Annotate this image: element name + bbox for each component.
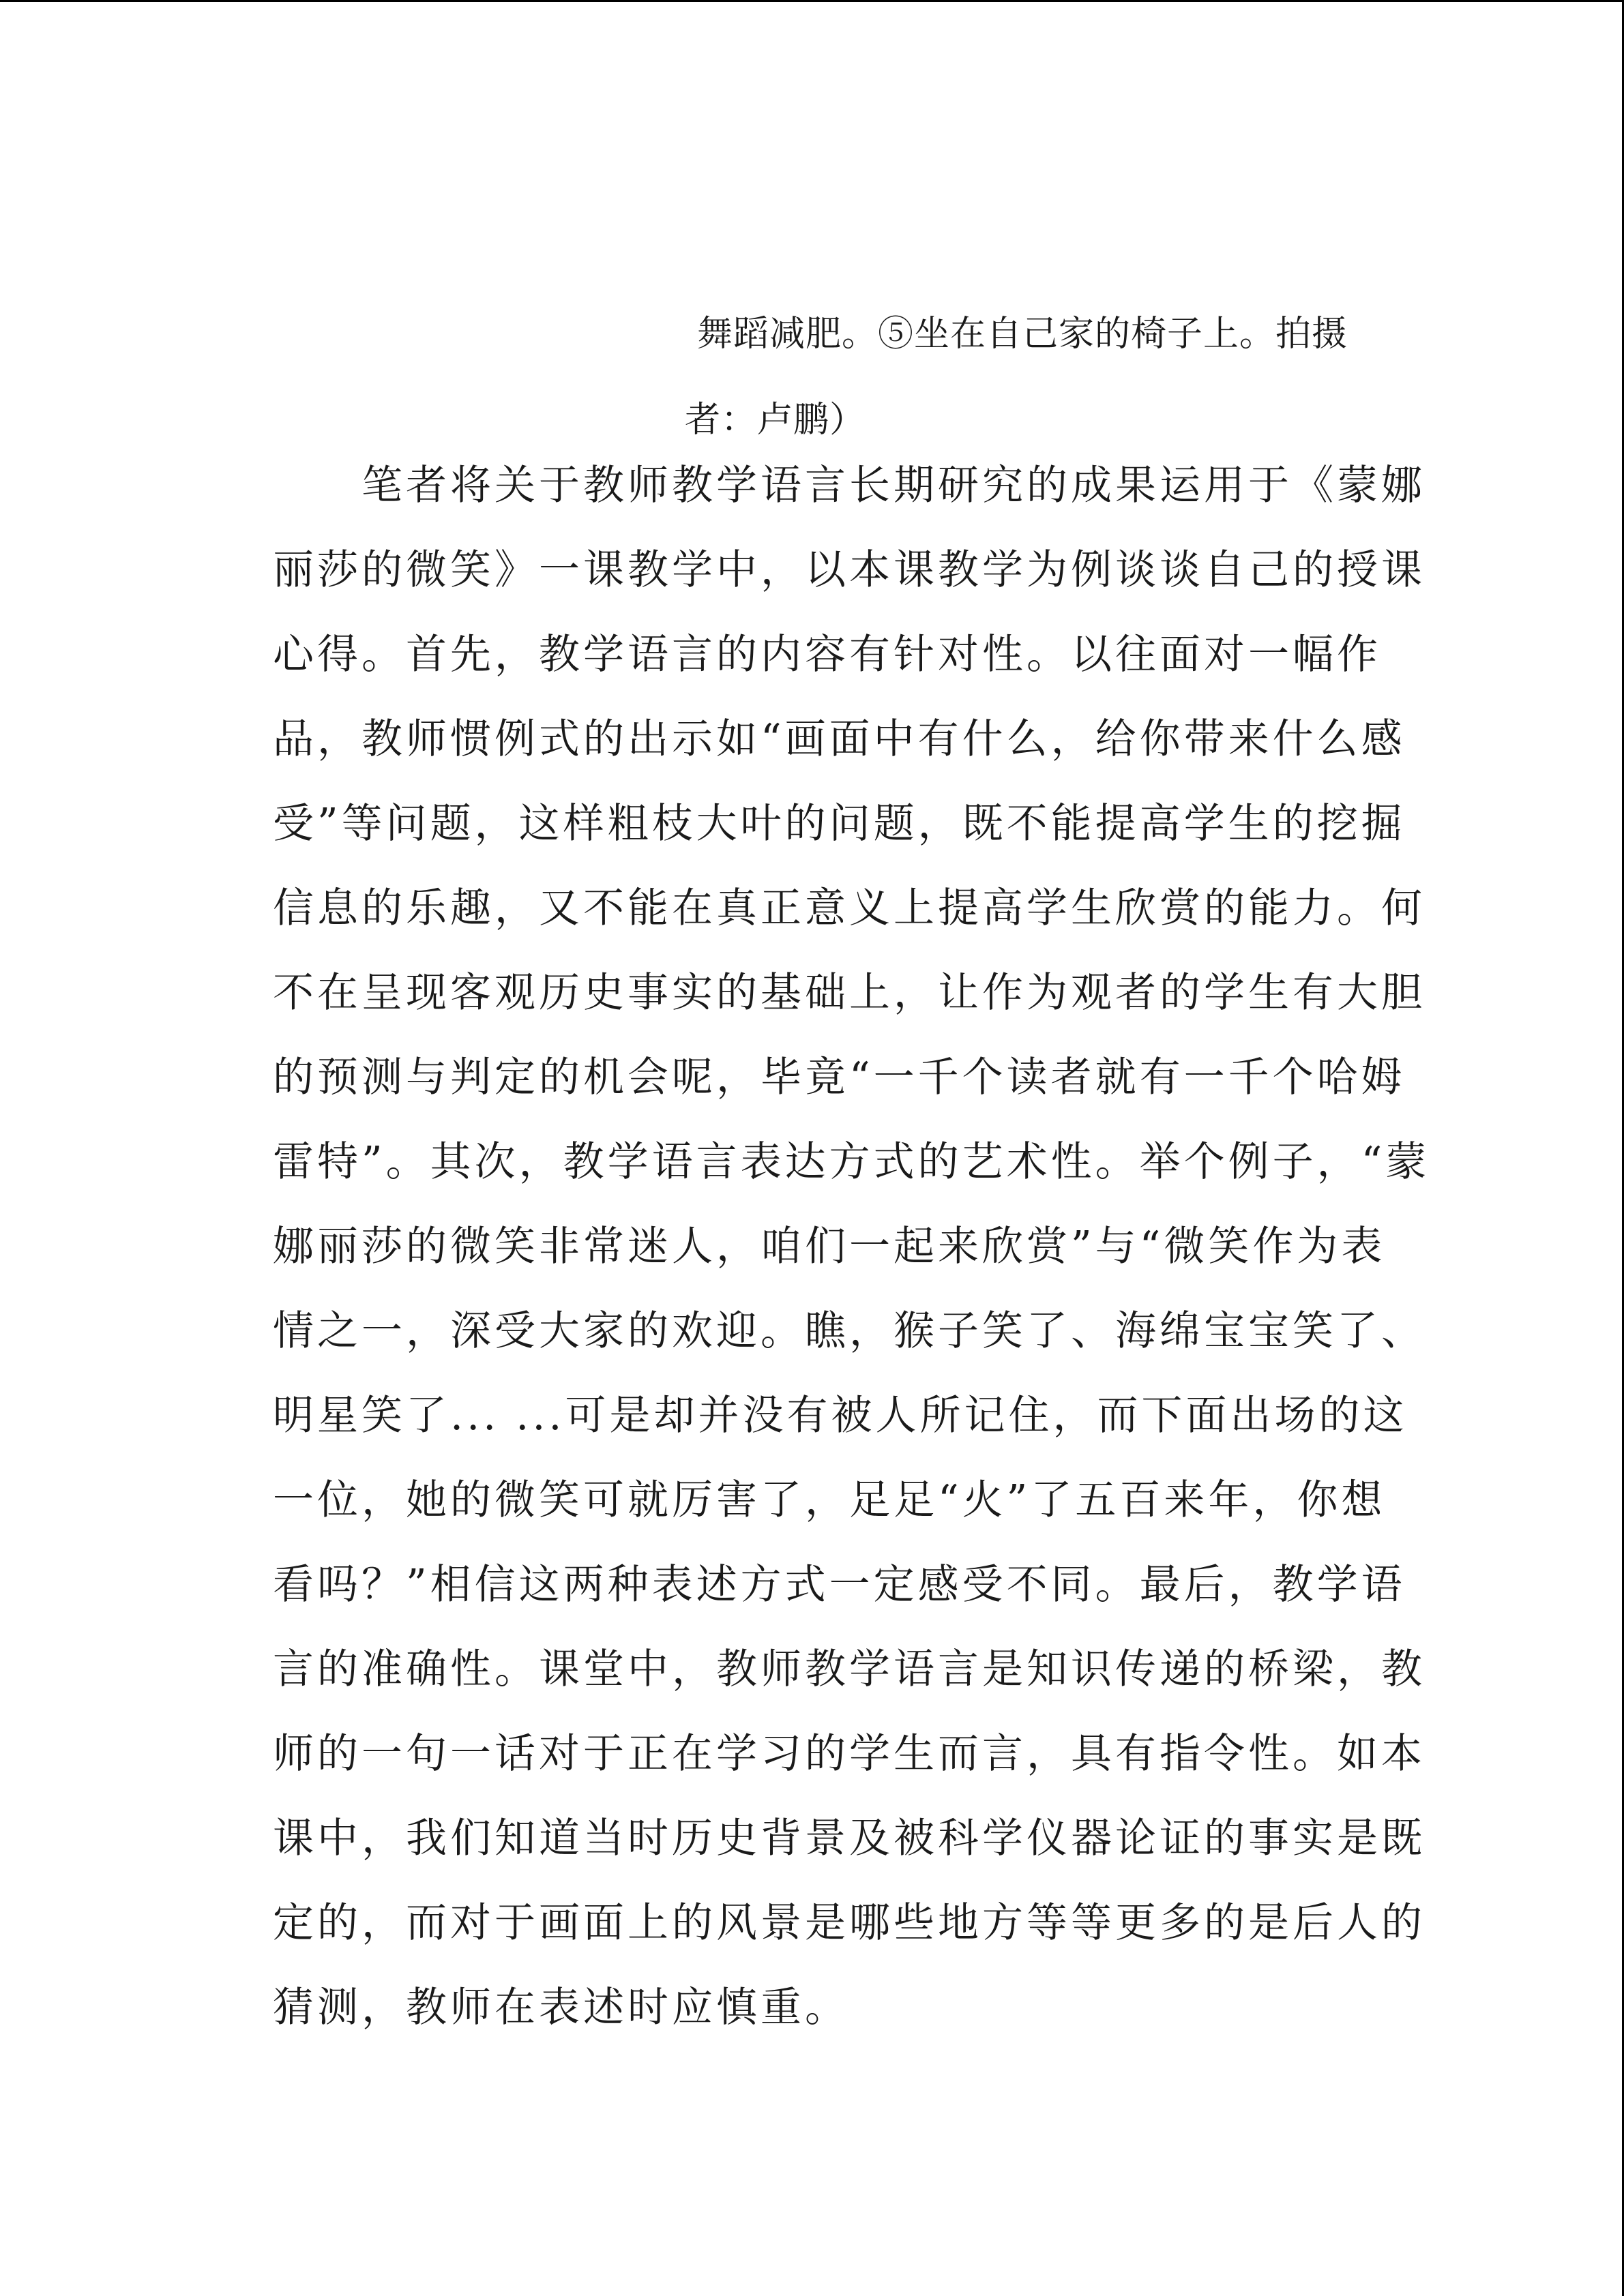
paragraph-line: 猜测，教师在表述时应慎重。 xyxy=(273,1984,849,2031)
paragraph-line: 品，教师惯例式的出示如“画面中有什么，给你带来什么感 xyxy=(273,715,1406,763)
paragraph-line: 课中，我们知道当时历史背景及被科学仪器论证的事实是既 xyxy=(273,1815,1426,1862)
paragraph-line: 受”等问题，这样粗枝大叶的问题，既不能提高学生的挖掘 xyxy=(273,800,1406,848)
paragraph-line: 看吗？”相信这两种表述方式一定感受不同。最后，教学语 xyxy=(273,1561,1406,1609)
paragraph-line: 雷特”。其次，教学语言表达方式的艺术性。举个例子，“蒙 xyxy=(273,1138,1430,1186)
caption-line-1: 舞蹈减肥。⑤坐在自己家的椅子上。拍摄 xyxy=(697,314,1348,355)
paragraph-line: 的预测与判定的机会呢，毕竟“一千个读者就有一千个哈姆 xyxy=(273,1054,1406,1101)
paragraph-line: 娜丽莎的微笑非常迷人，咱们一起来欣赏”与“微笑作为表 xyxy=(273,1223,1386,1270)
paragraph-line: 心得。首先，教学语言的内容有针对性。以往面对一幅作 xyxy=(273,631,1381,679)
paragraph-line: 笔者将关于教师教学语言长期研究的成果运用于《蒙娜 xyxy=(361,462,1426,509)
image-caption xyxy=(685,291,1438,463)
paragraph-line: 情之一，深受大家的欢迎。瞧，猴子笑了、海绵宝宝笑了、 xyxy=(273,1307,1426,1355)
paragraph-line: 一位，她的微笑可就厉害了，足足“火”了五百来年，你想 xyxy=(273,1476,1386,1524)
paragraph-line: 师的一句一话对于正在学习的学生而言，具有指令性。如本 xyxy=(273,1730,1426,1778)
paragraph-line: 信息的乐趣，又不能在真正意义上提高学生欣赏的能力。何 xyxy=(273,884,1426,932)
body-paragraph xyxy=(273,443,1430,2050)
caption-line-2: 者：卢鹏） xyxy=(685,400,866,441)
page-top-edge xyxy=(0,0,1624,2)
paragraph-line: 言的准确性。课堂中，教师教学语言是知识传递的桥梁，教 xyxy=(273,1645,1426,1693)
paragraph-line: 不在呈现客观历史事实的基础上，让作为观者的学生有大胆 xyxy=(273,969,1426,1017)
paragraph-line: 定的，而对于画面上的风景是哪些地方等等更多的是后人的 xyxy=(273,1899,1426,1947)
paragraph-line: 明星笑了... ...可是却并没有被人所记住，而下面出场的这 xyxy=(273,1392,1408,1440)
paragraph-line: 丽莎的微笑》一课教学中，以本课教学为例谈谈自己的授课 xyxy=(273,546,1426,594)
